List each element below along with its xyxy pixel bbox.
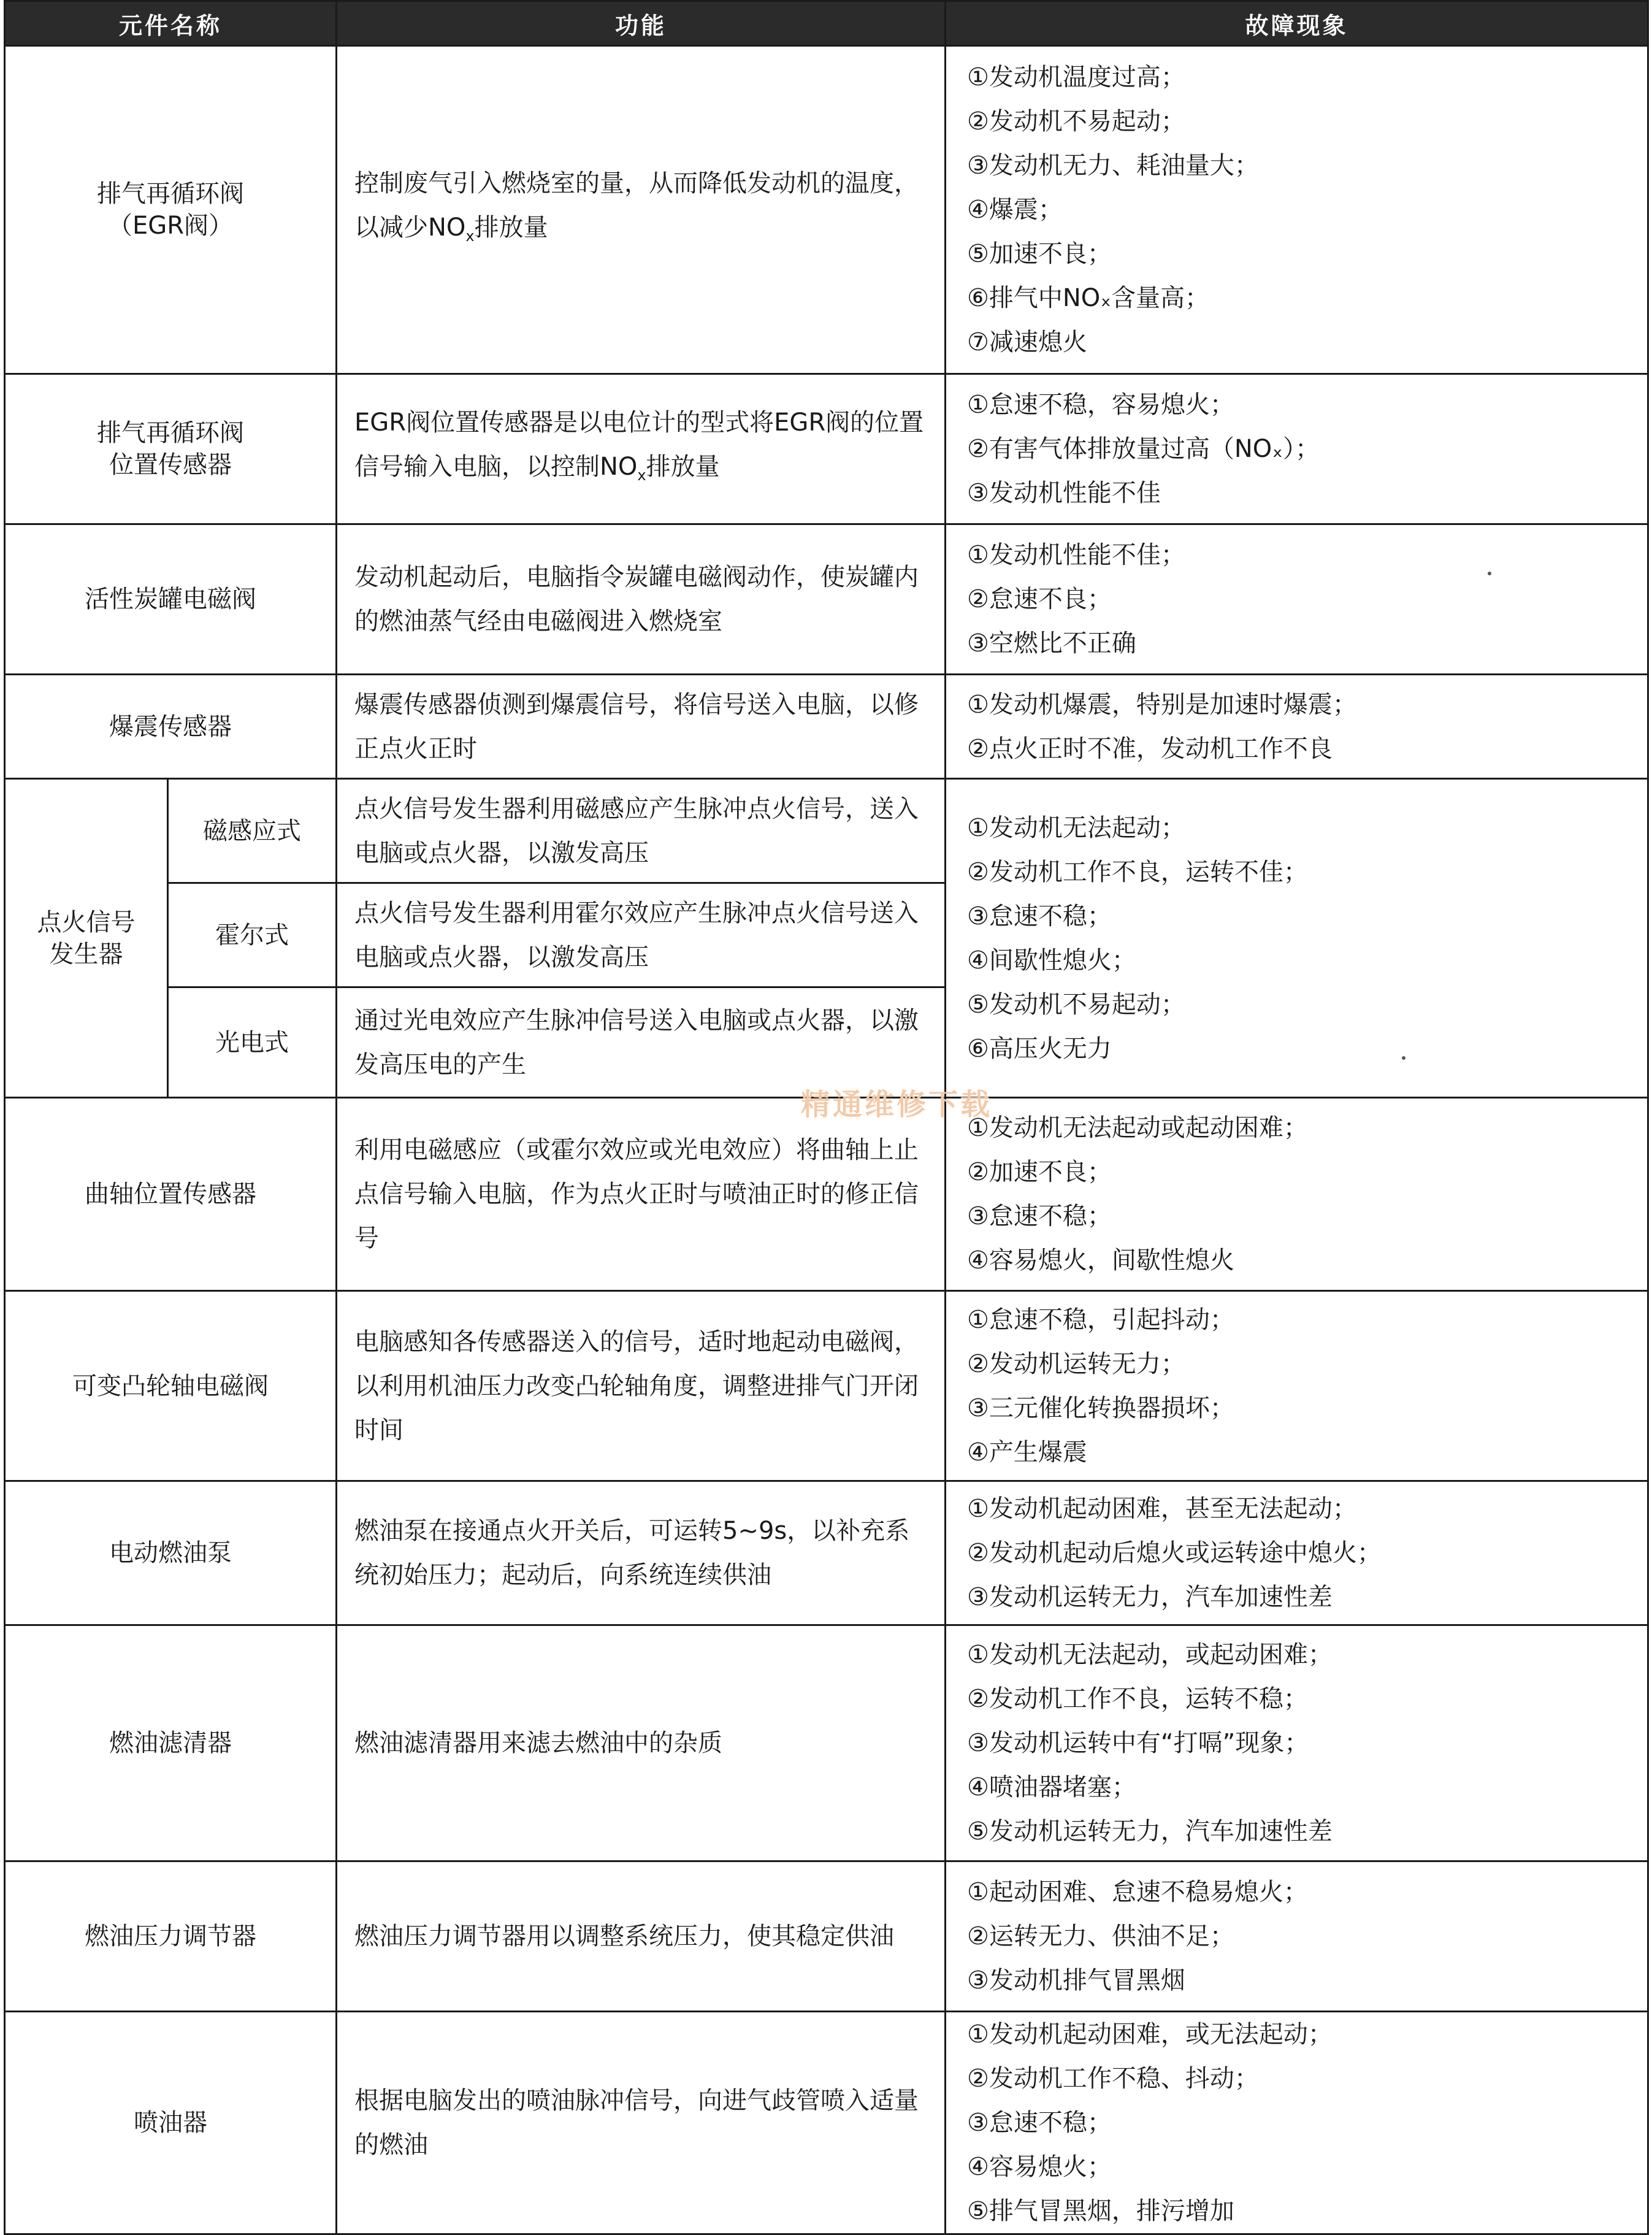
fault-symptoms (946, 374, 1648, 524)
scan-speck (1402, 1056, 1405, 1060)
component-function: 点火信号发生器利用霍尔效应产生脉冲点火信号送入电脑或点火器，以激发高压 (337, 883, 946, 987)
component-name: 燃油滤清器 (5, 1625, 337, 1861)
table-row (5, 1861, 1648, 2012)
symptom-item: ④间歇性熄火； (967, 946, 1136, 975)
scan-speck (1488, 572, 1491, 575)
component-function: 燃油滤清器用来滤去燃油中的杂质 (337, 1625, 946, 1861)
component-function: 爆震传感器侦测到爆震信号，将信号送入电脑，以修正点火正时 (337, 675, 946, 779)
component-name: 喷油器 (5, 2012, 337, 2234)
fault-symptoms (946, 524, 1648, 675)
table-row (5, 1481, 1648, 1625)
component-function: 电脑感知各传感器送入的信号，适时地起动电磁阀，以利用机油压力改变凸轮轴角度，调整进排气门开闭时间 (337, 1291, 946, 1481)
table-row (5, 675, 1648, 779)
symptom-item: ②有害气体排放量过高（NOₓ）； (967, 435, 1320, 463)
symptom-item: ②加速不良； (967, 1158, 1112, 1186)
table-row (5, 524, 1648, 675)
header-row (5, 1, 1648, 46)
symptom-item: ②发动机工作不良，运转不佳； (967, 857, 1308, 886)
symptom-item: ③三元催化转换器损坏； (967, 1394, 1234, 1422)
symptom-item: ①发动机起动困难，或无法起动； (967, 2020, 1333, 2049)
fault-symptoms (946, 1861, 1648, 2012)
component-fault-table (4, 0, 1649, 2235)
fault-symptoms (946, 1291, 1648, 1481)
symptom-item: ③发动机性能不佳 (967, 479, 1161, 507)
component-name: 活性炭罐电磁阀 (5, 524, 337, 675)
fault-symptoms (946, 1098, 1648, 1291)
symptom-item: ⑦减速熄火 (967, 328, 1087, 356)
symptom-item: ③怠速不稳； (967, 1202, 1112, 1230)
table-row (5, 1098, 1648, 1291)
table-row (5, 1625, 1648, 1861)
fault-symptoms (946, 1481, 1648, 1625)
component-function: 点火信号发生器利用磁感应产生脉冲点火信号，送入电脑或点火器，以激发高压 (337, 779, 946, 883)
symptom-item: ③空燃比不正确 (967, 629, 1136, 657)
symptom-item: ⑤加速不良； (967, 240, 1112, 268)
component-name: 排气再循环阀 （EGR阀） (5, 46, 337, 374)
component-function: 燃油压力调节器用以调整系统压力，使其稳定供油 (337, 1861, 946, 2012)
symptom-item: ②发动机起动后熄火或运转途中熄火； (967, 1539, 1382, 1567)
fault-symptoms (946, 1625, 1648, 1861)
symptom-item: ⑤排气冒黑烟，排污增加 (967, 2197, 1234, 2225)
symptom-item: ①起动困难、怠速不稳易熄火； (967, 1878, 1308, 1906)
symptom-item: ④喷油器堵塞； (967, 1773, 1136, 1801)
header-function: 功能 (337, 1, 946, 46)
symptom-item: ④容易熄火； (967, 2153, 1112, 2181)
symptom-item: ①怠速不稳，容易熄火； (967, 391, 1234, 419)
watermark: 精通维修下载 (801, 1087, 993, 1122)
symptom-item: ⑤发动机运转无力，汽车加速性差 (967, 1817, 1333, 1846)
symptom-item: ②发动机不易起动； (967, 107, 1185, 136)
component-name: 燃油压力调节器 (5, 1861, 337, 2012)
fault-symptoms (946, 675, 1648, 779)
table-row (5, 374, 1648, 524)
component-function: 利用电磁感应（或霍尔效应或光电效应）将曲轴上止点信号输入电脑，作为点火正时与喷油正时的修正信号 (337, 1098, 946, 1291)
symptom-item: ①发动机温度过高； (967, 63, 1185, 91)
symptom-item: ④容易熄火，间歇性熄火 (967, 1246, 1234, 1275)
component-name: 电动燃油泵 (5, 1481, 337, 1625)
symptom-item: ②发动机工作不良，运转不稳； (967, 1685, 1308, 1713)
table-row (5, 1291, 1648, 1481)
table-row (5, 2012, 1648, 2234)
symptom-item: ⑥高压火无力 (967, 1034, 1112, 1063)
component-function: 通过光电效应产生脉冲信号送入电脑或点火器，以激发高压电的产生 (337, 987, 946, 1098)
subtype-name: 光电式 (168, 987, 337, 1098)
symptom-item: ①发动机爆震，特别是加速时爆震； (967, 690, 1357, 719)
symptom-item: ②发动机运转无力； (967, 1349, 1185, 1378)
component-name: 排气再循环阀 位置传感器 (5, 374, 337, 524)
symptom-item: ①发动机无法起动，或起动困难； (967, 1641, 1333, 1669)
fault-symptoms (946, 46, 1648, 374)
table-row (5, 46, 1648, 374)
symptom-item: ②点火正时不准，发动机工作不良 (967, 734, 1333, 763)
symptom-item: ③发动机排气冒黑烟 (967, 1966, 1185, 1995)
component-name: 爆震传感器 (5, 675, 337, 779)
symptom-item: ①怠速不稳，引起抖动； (967, 1305, 1234, 1334)
symptom-item: ②发动机工作不稳、抖动； (967, 2064, 1259, 2093)
fault-symptoms (946, 779, 1648, 1098)
component-function: EGR阀位置传感器是以电位计的型式将EGR阀的位置信号输入电脑，以控制$NO_x$排放量 (337, 374, 946, 524)
symptom-item: ①发动机无法起动或起动困难； (967, 1114, 1308, 1142)
symptom-item: ④爆震； (967, 196, 1063, 224)
symptom-item: ③发动机运转中有“打嗝”现象； (967, 1729, 1309, 1757)
symptom-item: ⑤发动机不易起动； (967, 990, 1185, 1019)
component-name: 可变凸轮轴电磁阀 (5, 1291, 337, 1481)
subtype-name: 磁感应式 (168, 779, 337, 883)
header-name: 元件名称 (5, 1, 337, 46)
symptom-item: ③怠速不稳； (967, 902, 1112, 930)
component-name: 曲轴位置传感器 (5, 1098, 337, 1291)
fault-symptoms (946, 2012, 1648, 2234)
symptom-item: ③发动机运转无力，汽车加速性差 (967, 1583, 1333, 1611)
page (4, 0, 1647, 2225)
component-function: 燃油泵在接通点火开关后，可运转5~9s，以补充系统初始压力；起动后，向系统连续供油 (337, 1481, 946, 1625)
symptom-item: ③怠速不稳； (967, 2109, 1112, 2137)
symptom-item: ③发动机无力、耗油量大； (967, 151, 1259, 180)
symptom-item: ①发动机起动困难，甚至无法起动； (967, 1495, 1357, 1523)
component-name: 点火信号 发生器 (5, 779, 168, 1098)
component-function: 控制废气引入燃烧室的量，从而降低发动机的温度，以减少$NO_x$排放量 (337, 46, 946, 374)
table-row (5, 779, 1648, 883)
symptom-item: ②怠速不良； (967, 585, 1112, 613)
component-function: 发动机起动后，电脑指令炭罐电磁阀动作，使炭罐内的燃油蒸气经由电磁阀进入燃烧室 (337, 524, 946, 675)
header-symptoms: 故障现象 (946, 1, 1648, 46)
symptom-item: ①发动机性能不佳； (967, 541, 1185, 569)
symptom-item: ④产生爆震 (967, 1438, 1087, 1466)
symptom-item: ②运转无力、供油不足； (967, 1922, 1234, 1950)
subtype-name: 霍尔式 (168, 883, 337, 987)
symptom-item: ①发动机无法起动； (967, 813, 1185, 842)
component-function: 根据电脑发出的喷油脉冲信号，向进气歧管喷入适量的燃油 (337, 2012, 946, 2234)
symptom-item: ⑥排气中NOₓ含量高； (967, 284, 1210, 312)
